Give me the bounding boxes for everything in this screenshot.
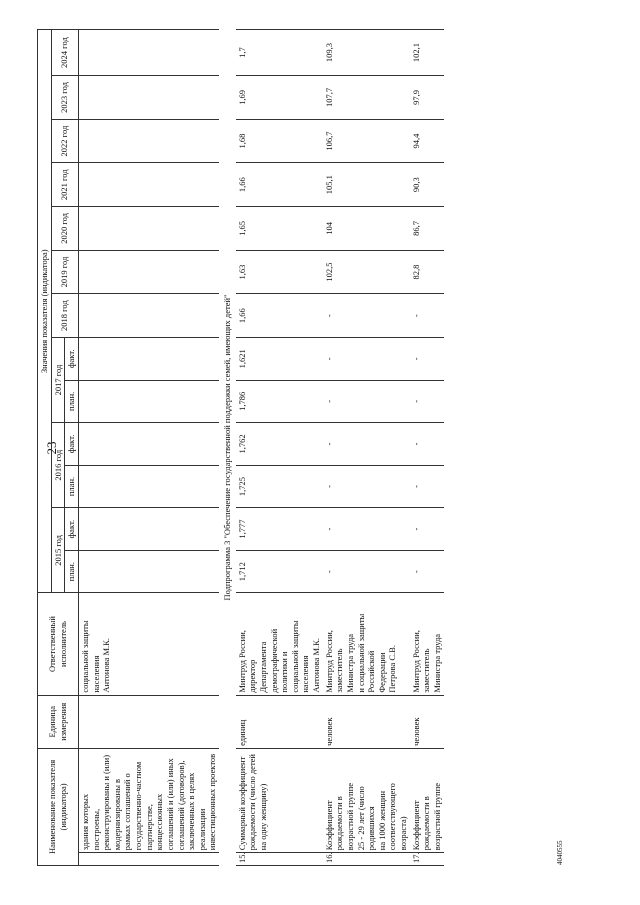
- row-num-16: 16.: [323, 853, 410, 866]
- cell-16-2024: 109,3: [323, 30, 410, 76]
- row-num-17: 17.: [410, 853, 444, 866]
- header-year-2024: 2024 год: [51, 30, 78, 76]
- cell-15-2024: 1,7: [236, 30, 323, 76]
- row-responsible-cont: социальной защиты населения Антонова М.К.: [78, 593, 219, 695]
- cell-17-2017-plan: -: [410, 380, 444, 423]
- header-values: Значения показателя (индикатора): [38, 30, 52, 593]
- cell-17-2015-plan: -: [410, 550, 444, 593]
- row-name-17: Коэффициент рождаемости в возрастной группе: [410, 748, 444, 852]
- cell-15-2021: 1,66: [236, 163, 323, 207]
- row-name-16: Коэффициент рождаемости в возрастной группе 25 - 29 лет (число родившихся на 1000 женщин соответствующего возраста): [323, 748, 410, 852]
- cell-17-2020: 86,7: [410, 207, 444, 251]
- cell-17-2019: 82,8: [410, 250, 444, 294]
- header-year-2015: 2015 год: [51, 508, 65, 593]
- cell-16-2015-fact: -: [323, 508, 410, 551]
- header-fact-2015: факт.: [65, 508, 79, 551]
- cell-16-2016-fact: -: [323, 423, 410, 466]
- row-unit-17: человек: [410, 695, 444, 748]
- cell-16-2022: 106,7: [323, 119, 410, 163]
- header-year-2019: 2019 год: [51, 250, 78, 294]
- cell-16-2023: 107,7: [323, 76, 410, 120]
- cell-16-2015-plan: -: [323, 550, 410, 593]
- cell-16-2021: 105,1: [323, 163, 410, 207]
- cell-16-2016-plan: -: [323, 465, 410, 508]
- cell-16-2019: 102,5: [323, 250, 410, 294]
- row-name-15: Суммарный коэффициент рождаемости (число детей на одну женщину): [236, 748, 323, 852]
- subprogram-title: Подпрограмма 3 "Обеспечение государственной поддержки семей, имеющих детей": [222, 294, 232, 601]
- row-name-cont: здания которых построены, реконструированы и (или) модернизированы в рамках соглашений о государственно-частном партнерстве, концессионных соглашений и (или) иных соглашений (договоров), заключенных в целях реализации инвестиционных проектов: [78, 748, 219, 852]
- table-row-16: [323, 30, 410, 866]
- header-name: Наименование показателя (индикатора): [38, 748, 79, 865]
- cell-17-2017-fact: -: [410, 337, 444, 380]
- header-fact-2017: факт.: [65, 337, 79, 380]
- cell-17-2015-fact: -: [410, 508, 444, 551]
- cell-16-2020: 104: [323, 207, 410, 251]
- row-unit-15: единиц: [236, 695, 323, 748]
- cell-17-2024: 102,1: [410, 30, 444, 76]
- header-year-2018: 2018 год: [51, 294, 78, 338]
- cell-15-2018: 1,66: [236, 294, 323, 338]
- cell-15-2017-fact: 1,621: [236, 337, 323, 380]
- indicator-table-wrapper: [37, 29, 537, 866]
- table-row-15: [236, 30, 323, 866]
- cell-17-2016-plan: -: [410, 465, 444, 508]
- footer-code: 4040555: [556, 840, 564, 865]
- header-year-2020: 2020 год: [51, 207, 78, 251]
- cell-16-2017-fact: -: [323, 337, 410, 380]
- page-number: 23: [44, 441, 59, 455]
- header-year-2021: 2021 год: [51, 163, 78, 207]
- cell-15-2016-plan: 1,725: [236, 465, 323, 508]
- header-plan-2015: план.: [65, 550, 79, 593]
- cell-17-2021: 90,3: [410, 163, 444, 207]
- cell-15-2019: 1,63: [236, 250, 323, 294]
- header-fact-2016: факт.: [65, 423, 79, 466]
- subprogram-row: [219, 30, 236, 866]
- header-responsible: Ответственный исполнитель: [38, 593, 79, 695]
- table-row-continuation: [78, 30, 219, 866]
- header-plan-2017: план.: [65, 380, 79, 423]
- row-unit-cont: [78, 695, 219, 748]
- cell-16-2017-plan: -: [323, 380, 410, 423]
- cell-17-2023: 97,9: [410, 76, 444, 120]
- header-year-2022: 2022 год: [51, 119, 78, 163]
- row-unit-16: человек: [323, 695, 410, 748]
- row-num-15: 15.: [236, 853, 323, 866]
- row-responsible-16: Минтруд России, заместитель Министра труда и социальной защиты Российской Федерации Петрова С.В.: [323, 593, 410, 695]
- cell-15-2020: 1,65: [236, 207, 323, 251]
- cell-16-2018: -: [323, 294, 410, 338]
- header-unit: Единица измерения: [38, 695, 79, 748]
- cell-15-2016-fact: 1,762: [236, 423, 323, 466]
- cell-15-2015-fact: 1,777: [236, 508, 323, 551]
- cell-15-2022: 1,68: [236, 119, 323, 163]
- indicator-table: [37, 29, 444, 866]
- header-plan-2016: план.: [65, 465, 79, 508]
- cell-15-2023: 1,69: [236, 76, 323, 120]
- header-year-2023: 2023 год: [51, 76, 78, 120]
- row-responsible-15: Минтруд России, директор Департамента демографической политики и социальной защиты населения Антонова М.К.: [236, 593, 323, 695]
- header-year-2017: 2017 год: [51, 337, 65, 422]
- header-row-1: [38, 30, 52, 866]
- table-row-17: [410, 30, 444, 866]
- cell-15-2015-plan: 1,712: [236, 550, 323, 593]
- row-num-cont: [78, 853, 219, 866]
- row-responsible-17: Минтруд России, заместитель Министра труда: [410, 593, 444, 695]
- cell-17-2016-fact: -: [410, 423, 444, 466]
- cell-17-2022: 94,4: [410, 119, 444, 163]
- cell-15-2017-plan: 1,786: [236, 380, 323, 423]
- header-year-2016: 2016 год: [51, 423, 65, 508]
- cell-17-2018: -: [410, 294, 444, 338]
